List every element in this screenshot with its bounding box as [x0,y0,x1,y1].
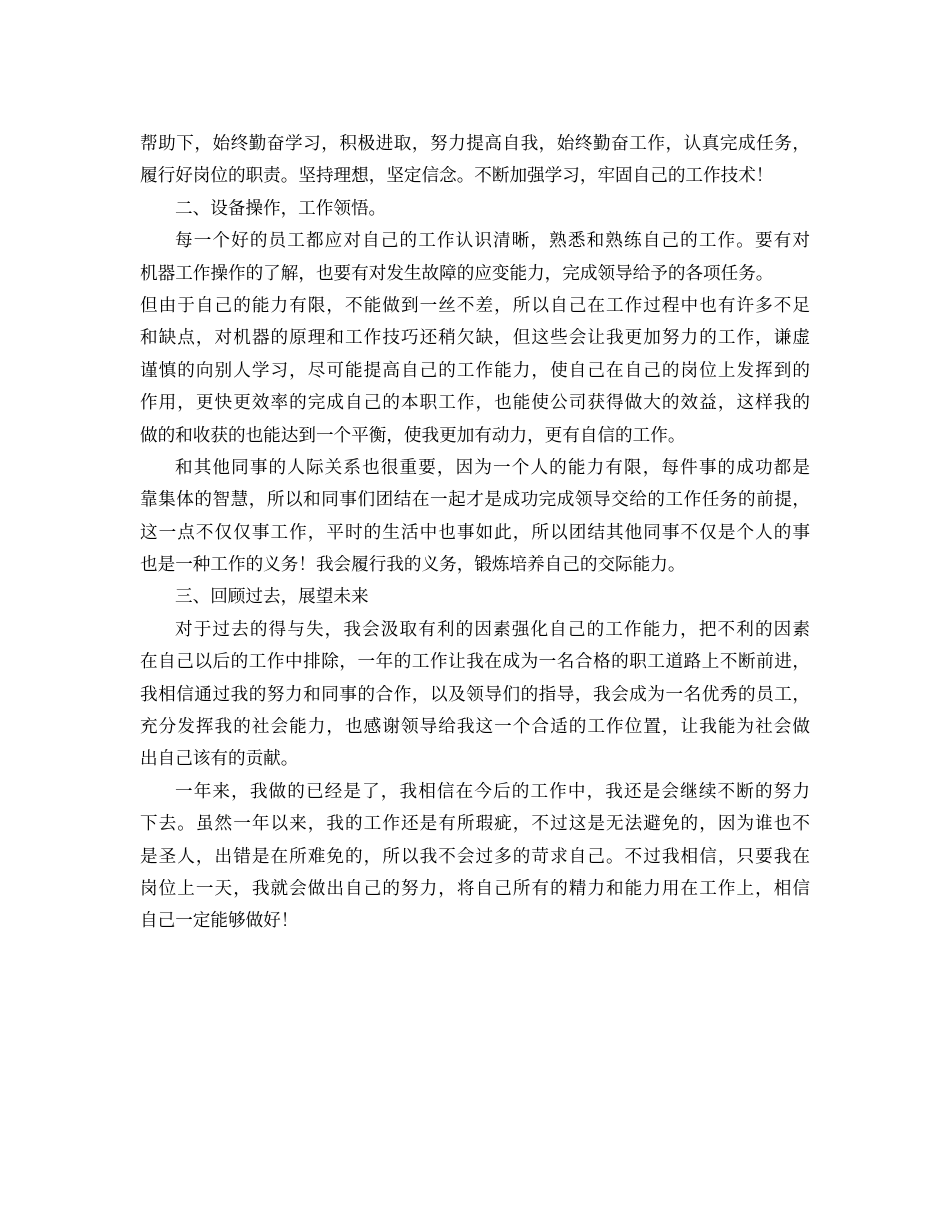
text-line: 自己一定能够做好！ [140,911,299,932]
text-line: 我相信通过我的努力和同事的合作，以及领导们的指导，我会成为一名优秀的员工， [140,684,810,705]
text-line: 每一个好的员工都应对自己的工作认识清晰，熟悉和熟练自己的工作。要有对 [175,231,810,252]
text-line: 充分发挥我的社会能力，也感谢领导给我这一个合适的工作位置，让我能为社会做 [140,717,810,738]
text-line: 一年来，我做的已经是了，我相信在今后的工作中，我还是会继续不断的努力 [175,781,810,802]
text-line: 岗位上一天，我就会做出自己的努力，将自己所有的精力和能力用在工作上，相信 [140,878,810,899]
text-line: 出自己该有的贡献。 [140,749,299,770]
text-line: 但由于自己的能力有限，不能做到一丝不差，所以自己在工作过程中也有许多不足 [140,295,810,316]
section-heading: 三、回顾过去，展望未来 [175,587,369,608]
text-line: 对于过去的得与失，我会汲取有利的因素强化自己的工作能力，把不利的因素 [175,619,810,640]
text-line: 谨慎的向别人学习，尽可能提高自己的工作能力，使自己在自己的岗位上发挥到的 [140,360,810,381]
section-heading: 二、设备操作，工作领悟。 [175,198,387,219]
text-line: 这一点不仅仅事工作，平时的生活中也事如此，所以团结其他同事不仅是个人的事 [140,522,810,543]
text-line: 下去。虽然一年以来，我的工作还是有所瑕疵，不过这是无法避免的，因为谁也不 [140,814,810,835]
text-line: 和缺点，对机器的原理和工作技巧还稍欠缺，但这些会让我更加努力的工作，谦虚 [140,328,810,349]
text-line: 和其他同事的人际关系也很重要，因为一个人的能力有限，每件事的成功都是 [175,457,810,478]
text-line: 在自己以后的工作中排除，一年的工作让我在成为一名合格的职工道路上不断前进， [140,652,810,673]
text-line: 机器工作操作的了解，也要有对发生故障的应变能力，完成领导给予的各项任务。 [140,263,774,284]
text-line: 作用，更快更效率的完成自己的本职工作，也能使公司获得做大的效益，这样我的 [140,393,810,414]
text-line: 帮助下，始终勤奋学习，积极进取，努力提高自我，始终勤奋工作，认真完成任务， [140,134,810,154]
text-line: 是圣人，出错是在所难免的，所以我不会过多的苛求自己。不过我相信，只要我在 [140,846,810,867]
document-body [140,128,810,938]
text-line: 做的和收获的也能达到一个平衡，使我更加有动力，更有自信的工作。 [140,425,686,446]
text-line: 靠集体的智慧，所以和同事们团结在一起才是成功完成领导交给的工作任务的前提， [140,490,810,511]
text-line: 也是一种工作的义务！我会履行我的义务，锻炼培养自己的交际能力。 [140,555,686,576]
text-line: 履行好岗位的职责。坚持理想，坚定信念。不断加强学习，牢固自己的工作技术！ [140,166,774,187]
